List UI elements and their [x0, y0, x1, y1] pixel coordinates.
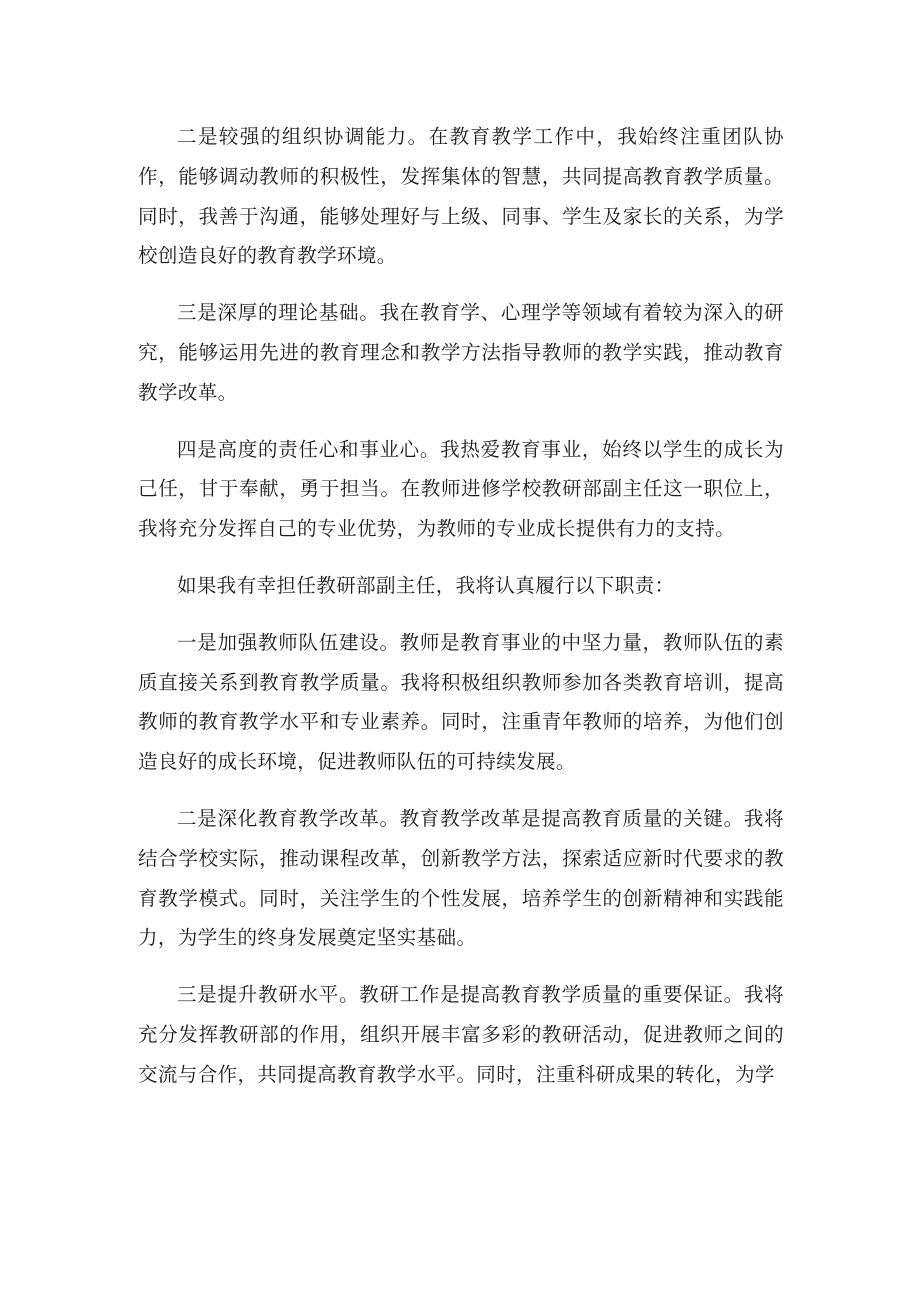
paragraph-responsibility: 四是高度的责任心和事业心。我热爱教育事业，始终以学生的成长为己任，甘于奉献，勇于担当。在教师进修学校教研部副主任这一职位上，我将充分发挥自己的专业优势，为教师的专业成长提供有力的支持。 [138, 437, 784, 541]
paragraph-organization-ability: 二是较强的组织协调能力。在教育教学工作中，我始终注重团队协作，能够调动教师的积极性，发挥集体的智慧，共同提高教育教学质量。同时，我善于沟通，能够处理好与上级、同事、学生及家长的关系，为学校创造良好的教育教学环境。 [138, 125, 784, 268]
paragraph-teacher-team: 一是加强教师队伍建设。教师是教育事业的中坚力量，教师队伍的素质直接关系到教育教学质量。我将积极组织教师参加各类教育培训，提高教师的教育教学水平和专业素养。同时，注重青年教师的培养，为他们创造良好的成长环境，促进教师队伍的可持续发展。 [138, 630, 784, 774]
paragraph-theory-foundation: 三是深厚的理论基础。我在教育学、心理学等领域有着较为深入的研究，能够运用先进的教育理念和教学方法指导教师的教学实践，推动教育教学改革。 [138, 301, 784, 404]
paragraph-research-level: 三是提升教研水平。教研工作是提高教育教学质量的重要保证。我将充分发挥教研部的作用，组织开展丰富多彩的教研活动，促进教师之间的交流与合作，共同提高教育教学水平。同时，注重科研成果的转化，为学 [138, 983, 784, 1086]
document-body [138, 117, 784, 1112]
paragraph-teaching-reform: 二是深化教育教学改革。教育教学改革是提高教育质量的关键。我将结合学校实际，推动课程改革，创新教学方法，探索适应新时代要求的教育教学模式。同时，关注学生的个性发展，培养学生的创新精神和实践能力，为学生的终身发展奠定坚实基础。 [138, 806, 784, 950]
paragraph-duties-intro: 如果我有幸担任教研部副主任，我将认真履行以下职责： [177, 573, 675, 597]
